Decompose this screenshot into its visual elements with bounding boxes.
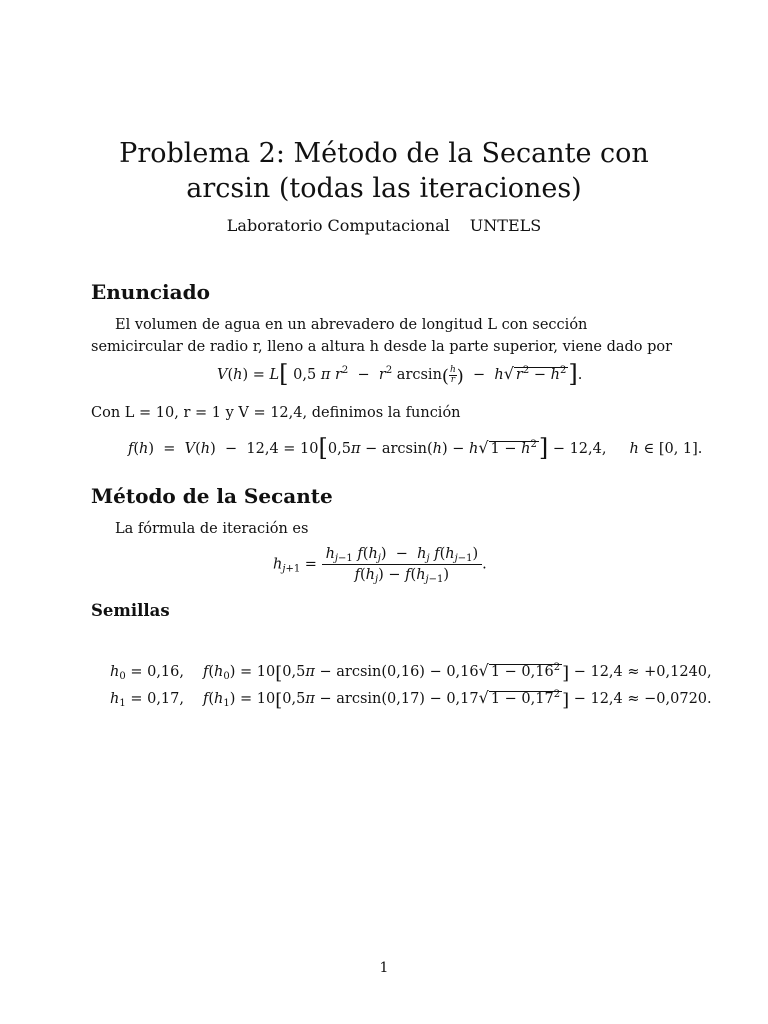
seed-1-fvalue: −0,0720: [644, 691, 708, 707]
secante-paragraph: La fórmula de iteración es: [115, 521, 309, 537]
seed-0-value: 0,16: [147, 664, 180, 680]
page-number: 1: [379, 960, 389, 976]
enunciado-paragraph: El volumen de agua en un abrevadero de longitud L con sección semicircular de radio r, lleno a altura h desde la parte superior, viene dado por: [91, 317, 673, 355]
enunciado-paragraph-2: Con L = 10, r = 1 y V = 12,4, definimos la función: [91, 405, 461, 421]
volume-equation: V(h) = L[ 0,5 π $r^2 - r^2$ arcsin( $\frac{h}{r}$ ) − h√ $r^2 - h^2$].: [217, 360, 583, 388]
author-lab: Laboratorio Computacional: [226, 216, 450, 235]
seed-0-fvalue: +0,1240: [644, 664, 708, 680]
seed-row-0: $h_0 = 0,16$, $f(h_0) = 10[0,5\pi - \arcsin(0,16) - 0,16√$ $1 - 0,16^2$ ] − 12,4 ≈ +0,1240,: [110, 661, 712, 684]
secant-formula: $h_{j+1}$ = $\frac{h_{j-1} f(h_j) - h_j f(h_{j-1})}{f(h_j) - f(h_{j-1})}$ .: [273, 546, 487, 585]
function-equation: f(h) = V(h) − 12,4 = 10[0,5π − arcsin(h) − h√ $1 - h^2] - 12,4$, h ∈ [0, 1].: [128, 434, 703, 462]
author-university: UNTELS: [469, 216, 542, 235]
page-title: Problema 2: Método de la Secante con arcsin (todas las iteraciones): [119, 138, 649, 204]
seed-1-value: 0,17: [147, 691, 180, 707]
subsection-heading-semillas: Semillas: [91, 601, 170, 620]
section-heading-secante: Método de la Secante: [91, 484, 333, 508]
section-heading-enunciado: Enunciado: [91, 280, 210, 304]
seed-row-1: $h_1 = 0,17$, $f(h_1) = 10[0,5\pi - \arcsin(0,17) - 0,17√$ $1 - 0,17^2$ ] − 12,4 ≈ −0,0720.: [110, 688, 712, 711]
authors: [0, 216, 768, 235]
